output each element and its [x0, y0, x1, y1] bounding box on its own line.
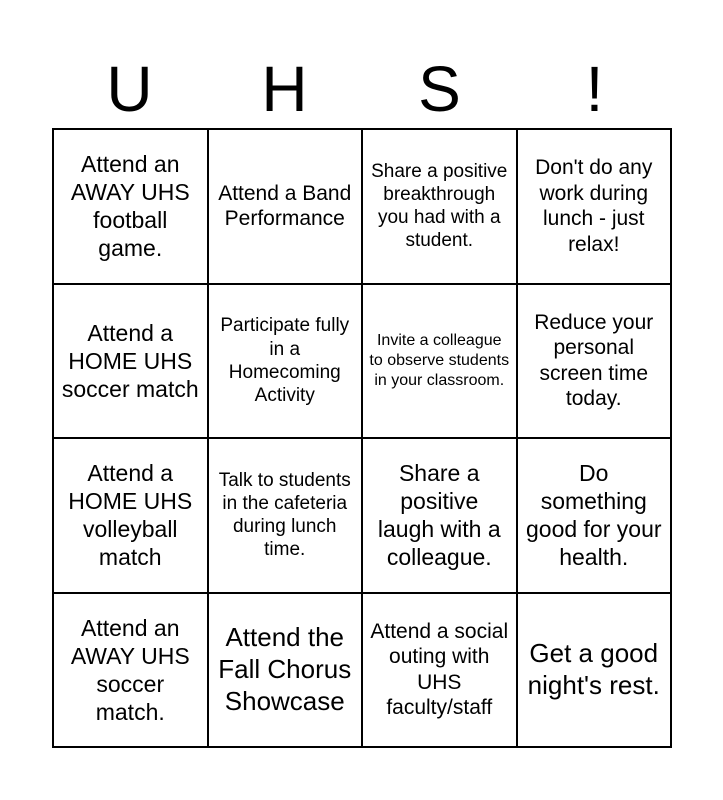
bingo-cell[interactable]	[518, 130, 673, 285]
bingo-cell-text: Attend a HOME UHS soccer match	[61, 319, 199, 402]
bingo-cell[interactable]	[363, 439, 518, 594]
bingo-cell-text: Participate fully in a Homecoming Activity	[220, 315, 350, 406]
bingo-cell-text: Attend an AWAY UHS football game.	[70, 151, 190, 262]
bingo-cell-text: Attend a HOME UHS volleyball match	[68, 460, 193, 571]
bingo-cell-text: Reduce your personal screen time today.	[534, 310, 654, 411]
bingo-cell-text: Attend the Fall Chorus Showcase	[218, 622, 352, 716]
bingo-cell[interactable]	[209, 285, 364, 440]
bingo-cell-text: Attend a social outing with UHS faculty/staff	[370, 619, 509, 720]
bingo-cell[interactable]	[363, 594, 518, 749]
bingo-cell[interactable]	[209, 439, 364, 594]
bingo-cell[interactable]	[518, 285, 673, 440]
bingo-cell-text: Get a good night's rest.	[527, 638, 660, 700]
bingo-cell[interactable]	[54, 439, 209, 594]
bingo-header	[52, 50, 672, 128]
header-letter-u: U	[106, 53, 153, 125]
bingo-cell[interactable]	[518, 439, 673, 594]
bingo-cell-text: Invite a colleague to observe students in your classroom.	[369, 332, 510, 389]
header-letter-s: S	[418, 53, 461, 125]
bingo-cell[interactable]	[54, 130, 209, 285]
bingo-cell-text: Share a positive breakthrough you had with a student.	[371, 160, 508, 252]
bingo-cell-text: Don't do any work during lunch - just relax!	[535, 156, 653, 256]
header-letter-h: H	[261, 53, 308, 125]
bingo-cell-text: Share a positive laugh with a colleague.	[377, 460, 501, 571]
bingo-cell[interactable]	[54, 594, 209, 749]
bingo-cell-text: Talk to students in the cafeteria during lunch time.	[218, 469, 351, 561]
bingo-cell[interactable]	[209, 130, 364, 285]
bingo-cell-text: Do something good for your health.	[525, 460, 662, 571]
bingo-cell-text: Attend an AWAY UHS soccer match.	[70, 614, 190, 725]
bingo-cell-text: Attend a Band Performance	[218, 181, 352, 231]
bingo-cell[interactable]	[518, 594, 673, 749]
bingo-grid	[52, 128, 672, 748]
header-letter-exclamation: !	[585, 53, 604, 125]
bingo-cell[interactable]	[363, 285, 518, 440]
bingo-cell[interactable]	[54, 285, 209, 440]
bingo-cell[interactable]	[363, 130, 518, 285]
bingo-cell[interactable]	[209, 594, 364, 749]
